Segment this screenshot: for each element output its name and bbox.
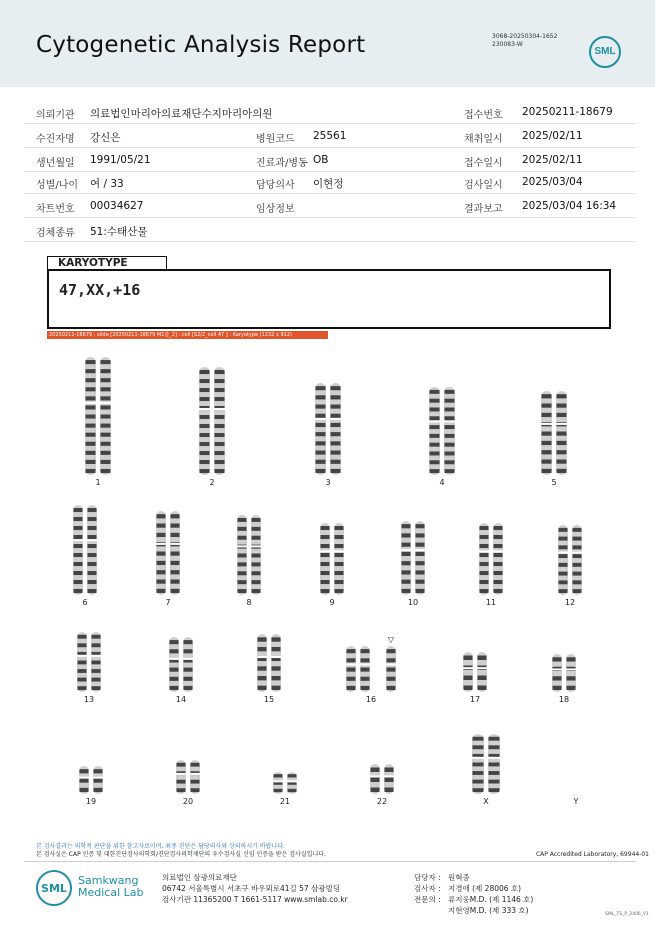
sml-logo-text: SML bbox=[594, 46, 616, 57]
sex-age-value: 여 / 33 bbox=[90, 178, 124, 190]
chromosome-22-copy-1 bbox=[370, 764, 381, 794]
chromosome-16-copy-3 bbox=[386, 646, 397, 692]
result-label: 결과보고 bbox=[464, 204, 503, 215]
chromosome-6-copy-1 bbox=[73, 505, 84, 595]
chromosome-label-7: 7 bbox=[165, 598, 171, 607]
report-title: Cytogenetic Analysis Report bbox=[36, 32, 366, 58]
chromosome-9-copy-2 bbox=[334, 523, 345, 595]
chromosome-10-copy-2 bbox=[415, 521, 426, 595]
staff-1: 원혁중 bbox=[448, 873, 470, 882]
chromosome-label-22: 22 bbox=[376, 797, 388, 806]
chromosome-14-copy-1 bbox=[169, 637, 180, 692]
chromosome-label-12: 12 bbox=[564, 598, 576, 607]
birth-value: 1991/05/21 bbox=[90, 154, 151, 166]
chromosome-20-copy-1 bbox=[176, 760, 187, 794]
chromosome-2-copy-1 bbox=[199, 367, 211, 475]
chromosome-label-15: 15 bbox=[263, 695, 275, 704]
footer-notice-line2: 본 검사실은 CAP 인증 및 대한진단검사의학회/진단검사의학재단의 우수검사실 신임 인증을 받은 검사실입니다. bbox=[36, 851, 326, 858]
chromosome-8-copy-1 bbox=[237, 515, 248, 595]
karyotype-result: 47,XX,+16 bbox=[59, 281, 141, 299]
report-header bbox=[0, 0, 655, 87]
birth-label: 생년월일 bbox=[36, 158, 75, 169]
chromosome-22-copy-2 bbox=[384, 764, 395, 794]
chromosome-label-8: 8 bbox=[246, 598, 252, 607]
chromosome-3-copy-2 bbox=[330, 383, 342, 475]
receipt-no-label: 접수번호 bbox=[464, 110, 503, 121]
chromosome-label-9: 9 bbox=[329, 598, 335, 607]
chromosome-21-copy-2 bbox=[287, 772, 298, 794]
chromosome-4-copy-2 bbox=[444, 387, 456, 475]
sex-age-label: 성별/나이 bbox=[36, 180, 79, 191]
footer-notice-line1: 본 검사결과는 의학적 판단을 위한 참고자료이며, 최종 진단은 담당의사와 상의하시기 바랍니다. bbox=[36, 843, 285, 850]
chromosome-label-X: X bbox=[483, 797, 489, 806]
footer-addr-line1: 의료법인 삼광의료재단 bbox=[162, 873, 237, 882]
footer-staff bbox=[414, 872, 533, 916]
footer-logo-sml: SML bbox=[41, 882, 67, 895]
info-row-name bbox=[24, 124, 636, 148]
result-value: 2025/03/04 16:34 bbox=[522, 200, 617, 212]
receipt-date-label: 접수일시 bbox=[464, 158, 503, 169]
chromosome-label-10: 10 bbox=[407, 598, 419, 607]
chromosome-12-copy-1 bbox=[558, 525, 569, 595]
footer-divider bbox=[24, 861, 636, 862]
chromosome-X-copy-1 bbox=[472, 734, 485, 794]
chromosome-3-copy-1 bbox=[315, 383, 327, 475]
info-row-chart bbox=[24, 194, 636, 218]
footer-logo-circle bbox=[36, 870, 72, 906]
chromosome-label-6: 6 bbox=[82, 598, 88, 607]
info-row-birth bbox=[24, 148, 636, 172]
chromosome-17-copy-2 bbox=[477, 652, 488, 692]
chromosome-1-copy-2 bbox=[100, 357, 112, 475]
hospital-code-label: 병원코드 bbox=[256, 134, 295, 145]
chromosome-19-copy-2 bbox=[93, 766, 104, 794]
chromosome-4-copy-1 bbox=[429, 387, 441, 475]
chromosome-5-copy-2 bbox=[556, 391, 568, 475]
info-row-institution bbox=[24, 100, 636, 124]
footer-logo-name2: Medical Lab bbox=[78, 886, 144, 899]
collect-date-label: 채취일시 bbox=[464, 134, 503, 145]
document-id-line1: 3068-20250304-1652 bbox=[492, 33, 558, 40]
chromosome-label-2: 2 bbox=[209, 478, 215, 487]
receipt-no-value: 20250211-18679 bbox=[522, 106, 613, 118]
staff-label-1: 담당자 : bbox=[414, 873, 441, 882]
chromosome-label-17: 17 bbox=[469, 695, 481, 704]
chromosome-label-5: 5 bbox=[551, 478, 557, 487]
staff-4: 지현영M.D. (제 333 호) bbox=[448, 906, 529, 915]
chromosome-15-copy-2 bbox=[271, 634, 282, 692]
chromosome-10-copy-1 bbox=[401, 521, 412, 595]
chromosome-label-3: 3 bbox=[325, 478, 331, 487]
clinical-label: 임상정보 bbox=[256, 204, 295, 215]
chart-no-value: 00034627 bbox=[90, 200, 144, 212]
karyotype-tab: KARYOTYPE bbox=[47, 256, 167, 269]
specimen-label: 검체종류 bbox=[36, 228, 75, 239]
chromosome-label-1: 1 bbox=[95, 478, 101, 487]
chromosome-label-14: 14 bbox=[175, 695, 187, 704]
chromosome-13-copy-2 bbox=[91, 632, 102, 692]
footer-addr-line3: 검사기관 11365200 T 1661-5117 www.smlab.co.kr bbox=[162, 895, 348, 904]
staff-label-2: 검사자 : bbox=[414, 884, 441, 893]
chromosome-21-copy-1 bbox=[273, 772, 284, 794]
chromosome-X-copy-2 bbox=[488, 734, 501, 794]
footer-address bbox=[162, 872, 348, 905]
chromosome-2-copy-2 bbox=[214, 367, 226, 475]
footer-logo-name1: Samkwang bbox=[78, 874, 139, 887]
trisomy-marker-icon: ▽ bbox=[387, 635, 395, 644]
chromosome-6-copy-2 bbox=[87, 505, 98, 595]
chromosome-19-copy-1 bbox=[79, 766, 90, 794]
chromosome-9-copy-1 bbox=[320, 523, 331, 595]
dept-label: 진료과/병동 bbox=[256, 158, 308, 169]
dept-value: OB bbox=[313, 154, 329, 166]
exam-date-value: 2025/03/04 bbox=[522, 176, 583, 188]
chromosome-label-4: 4 bbox=[439, 478, 445, 487]
image-caption-strip bbox=[47, 331, 328, 339]
chromosome-1-copy-1 bbox=[85, 357, 97, 475]
sml-logo bbox=[589, 36, 621, 68]
chromosome-16-copy-2 bbox=[360, 646, 371, 692]
document-id bbox=[492, 33, 557, 49]
chromosome-12-copy-2 bbox=[572, 525, 583, 595]
name-label: 수진자명 bbox=[36, 134, 75, 145]
chart-no-label: 차트번호 bbox=[36, 204, 75, 215]
chromosome-label-13: 13 bbox=[83, 695, 95, 704]
chromosome-15-copy-1 bbox=[257, 634, 268, 692]
chromosome-20-copy-2 bbox=[190, 760, 201, 794]
exam-date-label: 검사일시 bbox=[464, 180, 503, 191]
chromosome-label-11: 11 bbox=[485, 598, 497, 607]
staff-2: 지경애 (제 28006 호) bbox=[448, 884, 522, 893]
footer-logo-name bbox=[78, 875, 144, 899]
karyotype-result-box bbox=[47, 269, 611, 329]
chromosome-18-copy-1 bbox=[552, 654, 563, 692]
chromosome-11-copy-1 bbox=[479, 523, 490, 595]
image-caption-text: 20250211-18679 : slide [20250211-18679 M1슬_2] : cell [S2/2_cell 47 ] : Karyotype (1232 x 912) bbox=[49, 332, 292, 338]
chromosome-label-Y: Y bbox=[573, 797, 579, 806]
chromosome-label-20: 20 bbox=[182, 797, 194, 806]
document-id-line2: 230083-W bbox=[492, 41, 523, 48]
chromosome-14-copy-2 bbox=[183, 637, 194, 692]
chromosome-13-copy-1 bbox=[77, 632, 88, 692]
chromosome-16-copy-1 bbox=[346, 646, 357, 692]
receipt-date-value: 2025/02/11 bbox=[522, 154, 583, 166]
info-row-sex-age bbox=[24, 170, 636, 194]
cap-accreditation: CAP Accredited Laboratory, 69944-01 bbox=[535, 851, 649, 858]
chromosome-7-copy-1 bbox=[156, 511, 167, 595]
specimen-value: 51:수태산물 bbox=[90, 226, 148, 238]
info-row-specimen bbox=[24, 218, 636, 242]
chromosome-label-19: 19 bbox=[85, 797, 97, 806]
institution-value: 의료법인마리아의료재단수지마리아의원 bbox=[90, 108, 273, 120]
institution-label: 의뢰기관 bbox=[36, 110, 75, 121]
chromosome-18-copy-2 bbox=[566, 654, 577, 692]
chromosome-label-18: 18 bbox=[558, 695, 570, 704]
chromosome-label-16: 16 bbox=[365, 695, 377, 704]
chromosome-8-copy-2 bbox=[251, 515, 262, 595]
footer-notice bbox=[36, 843, 326, 859]
chromosome-5-copy-1 bbox=[541, 391, 553, 475]
doctor-label: 담당의사 bbox=[256, 180, 295, 191]
chromosome-label-21: 21 bbox=[279, 797, 291, 806]
name-value: 강신은 bbox=[90, 132, 121, 144]
chromosome-11-copy-2 bbox=[493, 523, 504, 595]
chromosome-7-copy-2 bbox=[170, 511, 181, 595]
hospital-code-value: 25561 bbox=[313, 130, 347, 142]
collect-date-value: 2025/02/11 bbox=[522, 130, 583, 142]
form-version: SML_TS_P_2406_V1 bbox=[605, 912, 649, 917]
chromosome-17-copy-1 bbox=[463, 652, 474, 692]
staff-label-3: 전문의 : bbox=[414, 895, 441, 904]
footer-addr-line2: 06742 서울특별시 서초구 바우뫼로41길 57 삼광빌딩 bbox=[162, 884, 341, 893]
karyogram bbox=[0, 340, 655, 840]
staff-3: 류지웅M.D. (제 1146 호) bbox=[448, 895, 534, 904]
doctor-value: 이현정 bbox=[313, 178, 344, 190]
